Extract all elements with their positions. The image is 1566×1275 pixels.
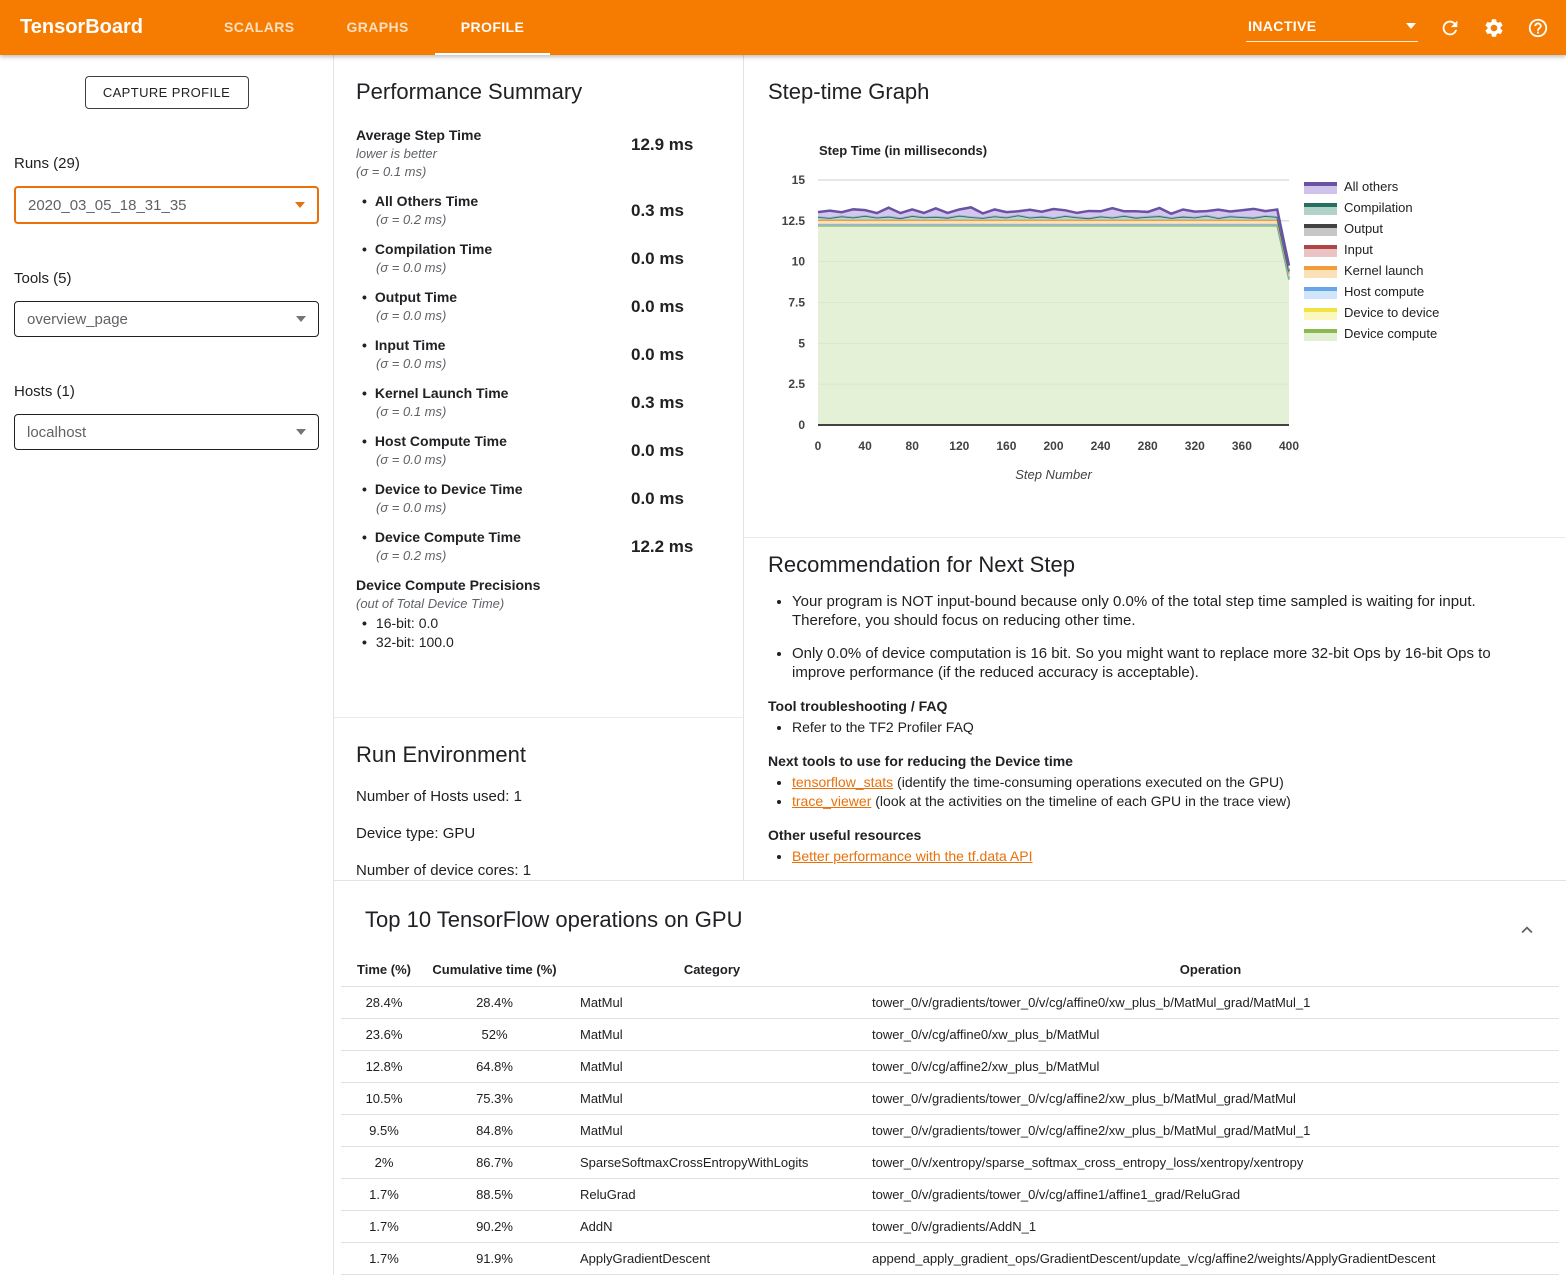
metric-label: • Input Time — [356, 337, 631, 353]
recommendation-bullets — [768, 592, 1520, 682]
cell-time: 1.7% — [341, 1211, 427, 1243]
metric-value: 0.0 ms — [631, 297, 684, 316]
metric-row — [356, 241, 709, 275]
cell-category: SparseSoftmaxCrossEntropyWithLogits — [562, 1147, 862, 1179]
cell-category: AddN — [562, 1211, 862, 1243]
help-icon[interactable] — [1526, 16, 1550, 40]
tools-dropdown[interactable] — [14, 301, 319, 337]
svg-text:80: 80 — [905, 439, 919, 453]
cell-category: MatMul — [562, 1083, 862, 1115]
cell-cumulative: 88.5% — [427, 1179, 562, 1211]
cell-time: 1.7% — [341, 1179, 427, 1211]
svg-text:Device to device: Device to device — [1344, 305, 1440, 320]
cell-time: 12.8% — [341, 1051, 427, 1083]
sidebar — [0, 55, 334, 1275]
metric-main — [356, 289, 631, 323]
cell-operation: tower_0/v/gradients/tower_0/v/cg/affine2/xw_plus_b/MatMul_grad/MatMul_1 — [862, 1115, 1559, 1147]
recommendation-bullet: • Only 0.0% of device computation is 16 bit. So you might want to replace more 32-bit Ops by 16-bit Ops to improve performance (if the reduced accuracy is acceptable). — [792, 644, 1520, 682]
legend-item — [1304, 326, 1437, 341]
metric-sigma: (σ = 0.1 ms) — [356, 164, 427, 179]
col-header-category: Category — [562, 955, 862, 987]
table-row — [341, 1179, 1559, 1211]
cell-operation: tower_0/v/gradients/tower_0/v/cg/affine1/affine1_grad/ReluGrad — [862, 1179, 1559, 1211]
top-ops-section — [334, 880, 1566, 1275]
recommendation-subheading: Next tools to use for reducing the Device time — [768, 753, 1073, 769]
top-ops-table — [341, 955, 1559, 1275]
metric-value: 0.0 ms — [631, 489, 684, 508]
table-row — [341, 1083, 1559, 1115]
chevron-down-icon — [296, 429, 306, 435]
metric-main — [356, 241, 631, 275]
metric-sigma: (σ = 0.2 ms) — [376, 212, 447, 227]
performance-summary-title: Performance Summary — [356, 79, 583, 104]
metric-sigma: (σ = 0.2 ms) — [376, 548, 447, 563]
svg-text:5: 5 — [798, 336, 805, 351]
table-row — [341, 1147, 1559, 1179]
collapse-chevron-up-icon[interactable] — [1516, 919, 1538, 941]
left-column — [334, 55, 744, 880]
resource-link[interactable]: trace_viewer — [792, 793, 872, 809]
metric-label: • Device Compute Time — [356, 529, 631, 545]
col-header-cumulative: Cumulative time (%) — [427, 955, 562, 987]
top-ops-title: Top 10 TensorFlow operations on GPU — [365, 907, 743, 932]
right-column — [744, 55, 1566, 880]
cell-time: 23.6% — [341, 1019, 427, 1051]
cell-time: 2% — [341, 1147, 427, 1179]
metric-sigma: (σ = 0.0 ms) — [376, 500, 447, 515]
tab-profile[interactable]: PROFILE — [435, 0, 550, 55]
recommendation-bullet: • Your program is NOT input-bound because only 0.0% of the total step time sampled is waiting for input. Therefore, you should focus on reducing other time. — [792, 592, 1520, 630]
metric-sigma: (σ = 0.1 ms) — [376, 404, 447, 419]
table-row — [341, 1115, 1559, 1147]
metric-sigma: (σ = 0.0 ms) — [376, 308, 447, 323]
recommendation-subheading: Tool troubleshooting / FAQ — [768, 698, 948, 714]
svg-text:200: 200 — [1043, 439, 1064, 453]
settings-gear-icon[interactable] — [1482, 16, 1506, 40]
metric-value: 0.0 ms — [631, 441, 684, 460]
tools-label: Tools (5) — [14, 270, 72, 287]
refresh-icon[interactable] — [1438, 16, 1462, 40]
cell-category: MatMul — [562, 987, 862, 1019]
cell-time: 1.7% — [341, 1243, 427, 1275]
precision-item: • 32-bit: 100.0 — [362, 634, 709, 650]
metric-row — [356, 337, 709, 371]
legend-item — [1304, 242, 1373, 257]
svg-text:0: 0 — [814, 439, 822, 453]
tab-graphs[interactable]: GRAPHS — [346, 18, 409, 35]
chevron-down-icon — [295, 202, 305, 208]
metric-row — [356, 193, 709, 227]
cell-cumulative: 75.3% — [427, 1083, 562, 1115]
main-tabs — [198, 0, 550, 55]
svg-text:10: 10 — [791, 254, 805, 269]
metric-label: • Output Time — [356, 289, 631, 305]
run-environment-line: Device type: GPU — [356, 825, 476, 842]
svg-text:Compilation: Compilation — [1344, 200, 1413, 215]
metric-main — [356, 481, 631, 515]
metric-sigma: (σ = 0.0 ms) — [376, 452, 447, 467]
cell-cumulative: 84.8% — [427, 1115, 562, 1147]
metric-main — [356, 433, 631, 467]
svg-text:Step Number: Step Number — [1015, 467, 1092, 482]
svg-text:Host compute: Host compute — [1344, 284, 1425, 299]
svg-text:12.5: 12.5 — [781, 213, 805, 228]
col-header-time: Time (%) — [341, 955, 427, 987]
svg-text:360: 360 — [1231, 439, 1252, 453]
cell-time: 28.4% — [341, 987, 427, 1019]
recommendation-items — [768, 847, 1520, 866]
recommendation-title: Recommendation for Next Step — [768, 552, 1075, 577]
metric-sigma: (σ = 0.0 ms) — [376, 260, 447, 275]
recommendation-subheading: Other useful resources — [768, 827, 922, 843]
precisions-note: (out of Total Device Time) — [356, 596, 505, 611]
chevron-down-icon — [1406, 23, 1416, 29]
status-dropdown[interactable] — [1246, 14, 1418, 42]
run-environment-line: Number of Hosts used: 1 — [356, 788, 522, 805]
cell-operation: tower_0/v/gradients/tower_0/v/cg/affine2/xw_plus_b/MatMul_grad/MatMul — [862, 1083, 1559, 1115]
metric-label: • Host Compute Time — [356, 433, 631, 449]
runs-label: Runs (29) — [14, 155, 80, 172]
hosts-dropdown-value: localhost — [27, 423, 87, 441]
precisions-label: Device Compute Precisions — [356, 577, 541, 593]
metric-main — [356, 193, 631, 227]
metric-row — [356, 289, 709, 323]
metric-label: • Kernel Launch Time — [356, 385, 631, 401]
table-row — [341, 1019, 1559, 1051]
svg-text:Input: Input — [1344, 242, 1373, 257]
capture-profile-button[interactable]: CAPTURE PROFILE — [85, 76, 249, 109]
table-row — [341, 987, 1559, 1019]
cell-cumulative: 86.7% — [427, 1147, 562, 1179]
cell-operation: tower_0/v/cg/affine2/xw_plus_b/MatMul — [862, 1051, 1559, 1083]
cell-operation: tower_0/v/gradients/tower_0/v/cg/affine0/xw_plus_b/MatMul_grad/MatMul_1 — [862, 987, 1559, 1019]
metric-label: Average Step Time — [356, 127, 482, 143]
svg-text:Kernel launch: Kernel launch — [1344, 263, 1424, 278]
metric-value: 0.0 ms — [631, 249, 684, 268]
metric-row — [356, 385, 709, 419]
chevron-down-icon — [296, 316, 306, 322]
step-time-graph-section — [744, 55, 1566, 538]
svg-text:40: 40 — [858, 439, 872, 453]
recommendation-items — [768, 718, 1520, 737]
hosts-dropdown[interactable] — [14, 414, 319, 450]
metric-label: • Device to Device Time — [356, 481, 631, 497]
runs-dropdown-value: 2020_03_05_18_31_35 — [28, 196, 187, 214]
main-content — [334, 55, 1566, 1275]
legend-item — [1304, 221, 1383, 236]
run-environment-line: Number of device cores: 1 — [356, 862, 532, 879]
svg-text:0: 0 — [798, 418, 805, 432]
run-environment-title: Run Environment — [356, 742, 526, 767]
run-environment-section — [334, 718, 743, 879]
recommendation-items — [768, 773, 1520, 811]
metric-value: 12.9 ms — [631, 135, 694, 154]
tools-dropdown-value: overview_page — [27, 310, 128, 328]
step-time-graph-title: Step-time Graph — [768, 79, 930, 104]
recommendation-item — [792, 847, 1520, 866]
col-header-operation: Operation — [862, 955, 1559, 987]
svg-text:7.5: 7.5 — [788, 295, 805, 310]
cell-cumulative: 91.9% — [427, 1243, 562, 1275]
device-compute-precisions — [356, 577, 709, 650]
metric-label: • Compilation Time — [356, 241, 631, 257]
legend-item — [1304, 200, 1413, 215]
svg-text:320: 320 — [1184, 439, 1205, 453]
table-row — [341, 1051, 1559, 1083]
runs-dropdown[interactable] — [14, 186, 319, 224]
toolbar-right — [1246, 0, 1550, 55]
svg-text:Device compute: Device compute — [1344, 326, 1438, 341]
cell-category: ReluGrad — [562, 1179, 862, 1211]
recommendation-subsections — [768, 698, 1520, 866]
recommendation-section — [744, 538, 1566, 866]
svg-text:280: 280 — [1137, 439, 1158, 453]
cell-category: MatMul — [562, 1115, 862, 1147]
cell-category: MatMul — [562, 1019, 862, 1051]
metric-value: 12.2 ms — [631, 537, 694, 556]
performance-summary-section — [334, 55, 743, 718]
cell-operation: tower_0/v/cg/affine0/xw_plus_b/MatMul — [862, 1019, 1559, 1051]
metric-main — [356, 337, 631, 371]
legend-item — [1304, 305, 1439, 320]
metric-label: • All Others Time — [356, 193, 631, 209]
recommendation-item: • trace_viewer (look at the activities on the timeline of each GPU in the trace view) — [792, 792, 1520, 811]
metric-sigma: (σ = 0.0 ms) — [376, 356, 447, 371]
cell-operation: tower_0/v/xentropy/sparse_softmax_cross_entropy_loss/xentropy/xentropy — [862, 1147, 1559, 1179]
cell-cumulative: 64.8% — [427, 1051, 562, 1083]
status-dropdown-value: INACTIVE — [1248, 17, 1317, 34]
metric-main — [356, 529, 631, 563]
svg-text:All others: All others — [1344, 179, 1399, 194]
cell-category: ApplyGradientDescent — [562, 1243, 862, 1275]
metric-row — [356, 433, 709, 467]
metric-main — [356, 385, 631, 419]
legend-item — [1304, 179, 1399, 194]
metric-value: 0.3 ms — [631, 393, 684, 412]
table-header-row — [341, 955, 1559, 987]
metric-note: lower is better — [356, 146, 437, 161]
svg-text:2.5: 2.5 — [788, 377, 805, 392]
svg-text:400: 400 — [1278, 439, 1300, 453]
metric-row — [356, 529, 709, 563]
svg-text:240: 240 — [1090, 439, 1111, 453]
svg-text:160: 160 — [996, 439, 1017, 453]
average-step-time-metric — [356, 127, 709, 179]
metric-value: 0.3 ms — [631, 201, 684, 220]
metrics-list — [356, 193, 709, 563]
table-row — [341, 1211, 1559, 1243]
resource-link[interactable]: Better performance with the tf.data API — [792, 848, 1033, 864]
step-time-chart-svg — [744, 138, 1565, 508]
cell-time: 10.5% — [341, 1083, 427, 1115]
svg-text:Step Time (in milliseconds): Step Time (in milliseconds) — [819, 143, 988, 158]
cell-operation: tower_0/v/gradients/AddN_1 — [862, 1211, 1559, 1243]
svg-text:Output: Output — [1344, 221, 1384, 236]
tab-scalars[interactable]: SCALARS — [224, 18, 295, 35]
app-title: TensorBoard — [20, 16, 143, 38]
svg-text:15: 15 — [791, 173, 805, 187]
cell-cumulative: 90.2% — [427, 1211, 562, 1243]
cell-time: 9.5% — [341, 1115, 427, 1147]
cell-cumulative: 52% — [427, 1019, 562, 1051]
step-time-chart — [744, 138, 1566, 513]
cell-category: MatMul — [562, 1051, 862, 1083]
precision-item: • 16-bit: 0.0 — [362, 615, 709, 631]
legend-item — [1304, 263, 1424, 278]
hosts-label: Hosts (1) — [14, 383, 75, 400]
resource-link[interactable]: tensorflow_stats — [792, 774, 894, 790]
recommendation-item: • tensorflow_stats (identify the time-consuming operations executed on the GPU) — [792, 773, 1520, 792]
cell-operation: append_apply_gradient_ops/GradientDescent/update_v/cg/affine2/weights/ApplyGradientDescent — [862, 1243, 1559, 1275]
legend-item — [1304, 284, 1424, 299]
recommendation-item: • Refer to the TF2 Profiler FAQ — [792, 718, 1520, 737]
table-row — [341, 1243, 1559, 1275]
app-toolbar — [0, 0, 1566, 55]
svg-text:120: 120 — [949, 439, 970, 453]
run-environment-lines — [356, 788, 721, 879]
metric-value: 0.0 ms — [631, 345, 684, 364]
cell-cumulative: 28.4% — [427, 987, 562, 1019]
metric-row — [356, 481, 709, 515]
precisions-list — [356, 615, 709, 650]
